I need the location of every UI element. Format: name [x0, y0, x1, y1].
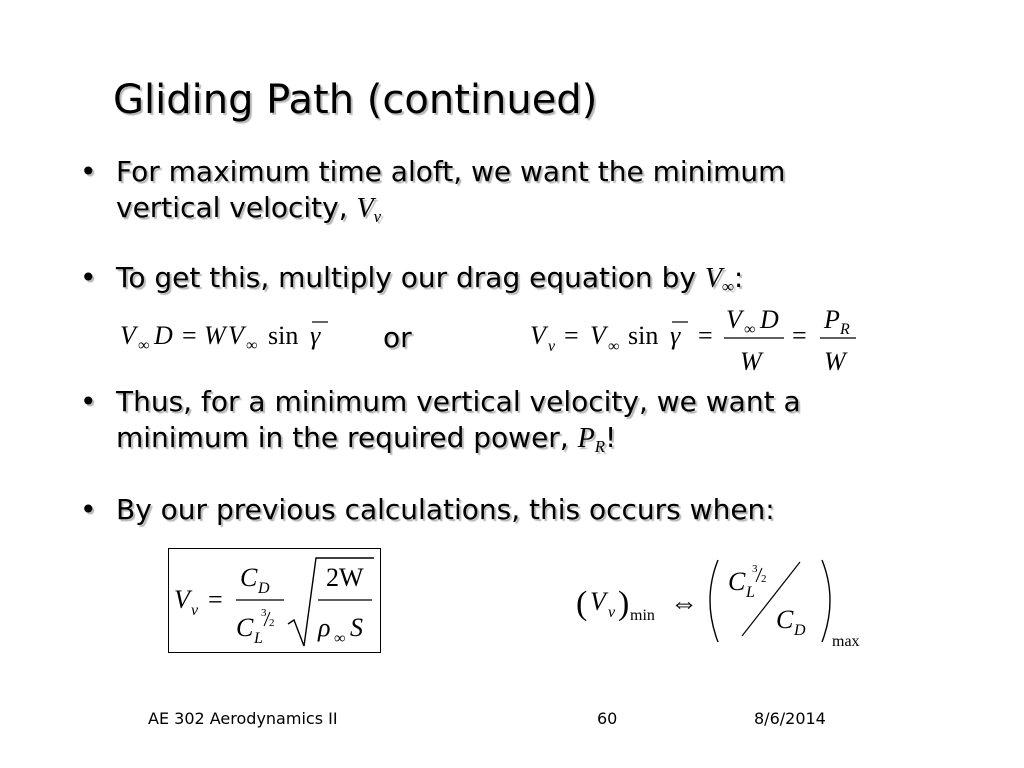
eq3-rho: ρ [318, 613, 331, 642]
eq2-num2-r: R [840, 321, 850, 338]
eq2-equals2: = [698, 321, 713, 350]
eq2-inf: ∞ [608, 338, 620, 355]
eq3-s: S [350, 613, 363, 642]
eq4-exp-den: 2 [761, 573, 767, 585]
bullet-text: For maximum time aloft, we want the minimum vertical velocity, $V_v$ [116, 155, 786, 227]
equation-vertical-velocity [530, 298, 870, 378]
eq4-cd: C [776, 605, 794, 634]
eq2-sin: sin [628, 321, 659, 350]
eq4-min: min [630, 607, 655, 624]
bullet-marker: • [80, 493, 97, 526]
eq2-num1-v: V [726, 305, 742, 334]
eq4-big-rparen [822, 560, 830, 642]
eq3-cd: C [240, 563, 258, 592]
eq1-sin: sin [268, 321, 299, 350]
eq4-cd-sub: D [794, 622, 806, 639]
bullet-text: To get this, multiply our drag equation by $V_\infty$: [116, 261, 744, 297]
bullet-marker: • [80, 385, 97, 418]
eq1-inf: ∞ [138, 337, 150, 354]
bullet-text: By our previous calculations, this occurs when: [116, 493, 775, 526]
eq2-den2-w: W [824, 347, 846, 376]
eq1-d: D [154, 321, 173, 350]
bullet-text: Thus, for a minimum vertical velocity, we want a minimum in the required power, $P_R$! [116, 385, 801, 457]
eq3-inf: ∞ [334, 630, 346, 647]
eq2-vinf: V [590, 321, 606, 350]
or-label: or [383, 321, 412, 354]
eq4-rparen: ) [618, 585, 630, 622]
eq2-equals3: = [792, 321, 807, 350]
eq2-num2-p: P [824, 305, 840, 334]
eq3-rad-num: 2W [326, 563, 364, 592]
eq1-inf2: ∞ [246, 337, 258, 354]
eq4-big-lparen [710, 560, 718, 642]
symbol-pr: $P_R$ [577, 423, 605, 457]
eq3-exp-num: 3 [261, 607, 267, 619]
eq2-v: V [530, 321, 546, 350]
eq3-cl: C [236, 613, 254, 642]
bullet-marker: • [80, 155, 97, 188]
eq3-equals: = [208, 585, 223, 614]
eq2-num1-d: D [760, 305, 779, 334]
footer-page-number: 60 [597, 709, 618, 728]
eq1-w: W [204, 321, 226, 350]
eq4-v-sub: v [608, 604, 616, 621]
footer-course: AE 302 Aerodynamics II [148, 709, 338, 728]
eq4-v: V [590, 587, 606, 616]
eq3-v-sub: v [191, 602, 199, 619]
eq3-v: V [174, 585, 190, 614]
footer-date: 8/6/2014 [754, 709, 826, 728]
eq4-iff: ⇔ [670, 588, 698, 619]
eq1-equals: = [182, 321, 197, 350]
eq4-max: max [832, 633, 860, 650]
eq1-v: V [120, 321, 136, 350]
eq2-gamma: γ [670, 321, 681, 350]
bullet-marker: • [80, 261, 97, 294]
eq3-cd-sub: D [258, 580, 270, 597]
eq2-v-sub: v [548, 338, 556, 355]
equation-min-max-condition [576, 556, 872, 652]
eq3-exp-den: 2 [269, 617, 275, 629]
equation-drag-times-velocity [120, 316, 360, 356]
eq4-cl-sub: L [746, 584, 755, 601]
eq1-gamma: γ [310, 321, 321, 350]
slide-title: Gliding Path (continued) [113, 77, 598, 123]
eq4-lparen: ( [576, 585, 588, 622]
eq2-den1-w: W [740, 347, 762, 376]
equation-min-sink-velocity [168, 548, 382, 654]
eq1-v2: V [228, 321, 244, 350]
symbol-vinf: $V_\infty$ [704, 263, 734, 297]
eq4-cl: C [728, 567, 746, 596]
eq3-cl-sub: L [254, 630, 263, 647]
symbol-vv: $V_v$ [356, 193, 382, 227]
eq4-exp-num: 3 [752, 563, 758, 575]
eq2-num1-inf: ∞ [744, 321, 756, 338]
eq2-equals1: = [564, 321, 579, 350]
